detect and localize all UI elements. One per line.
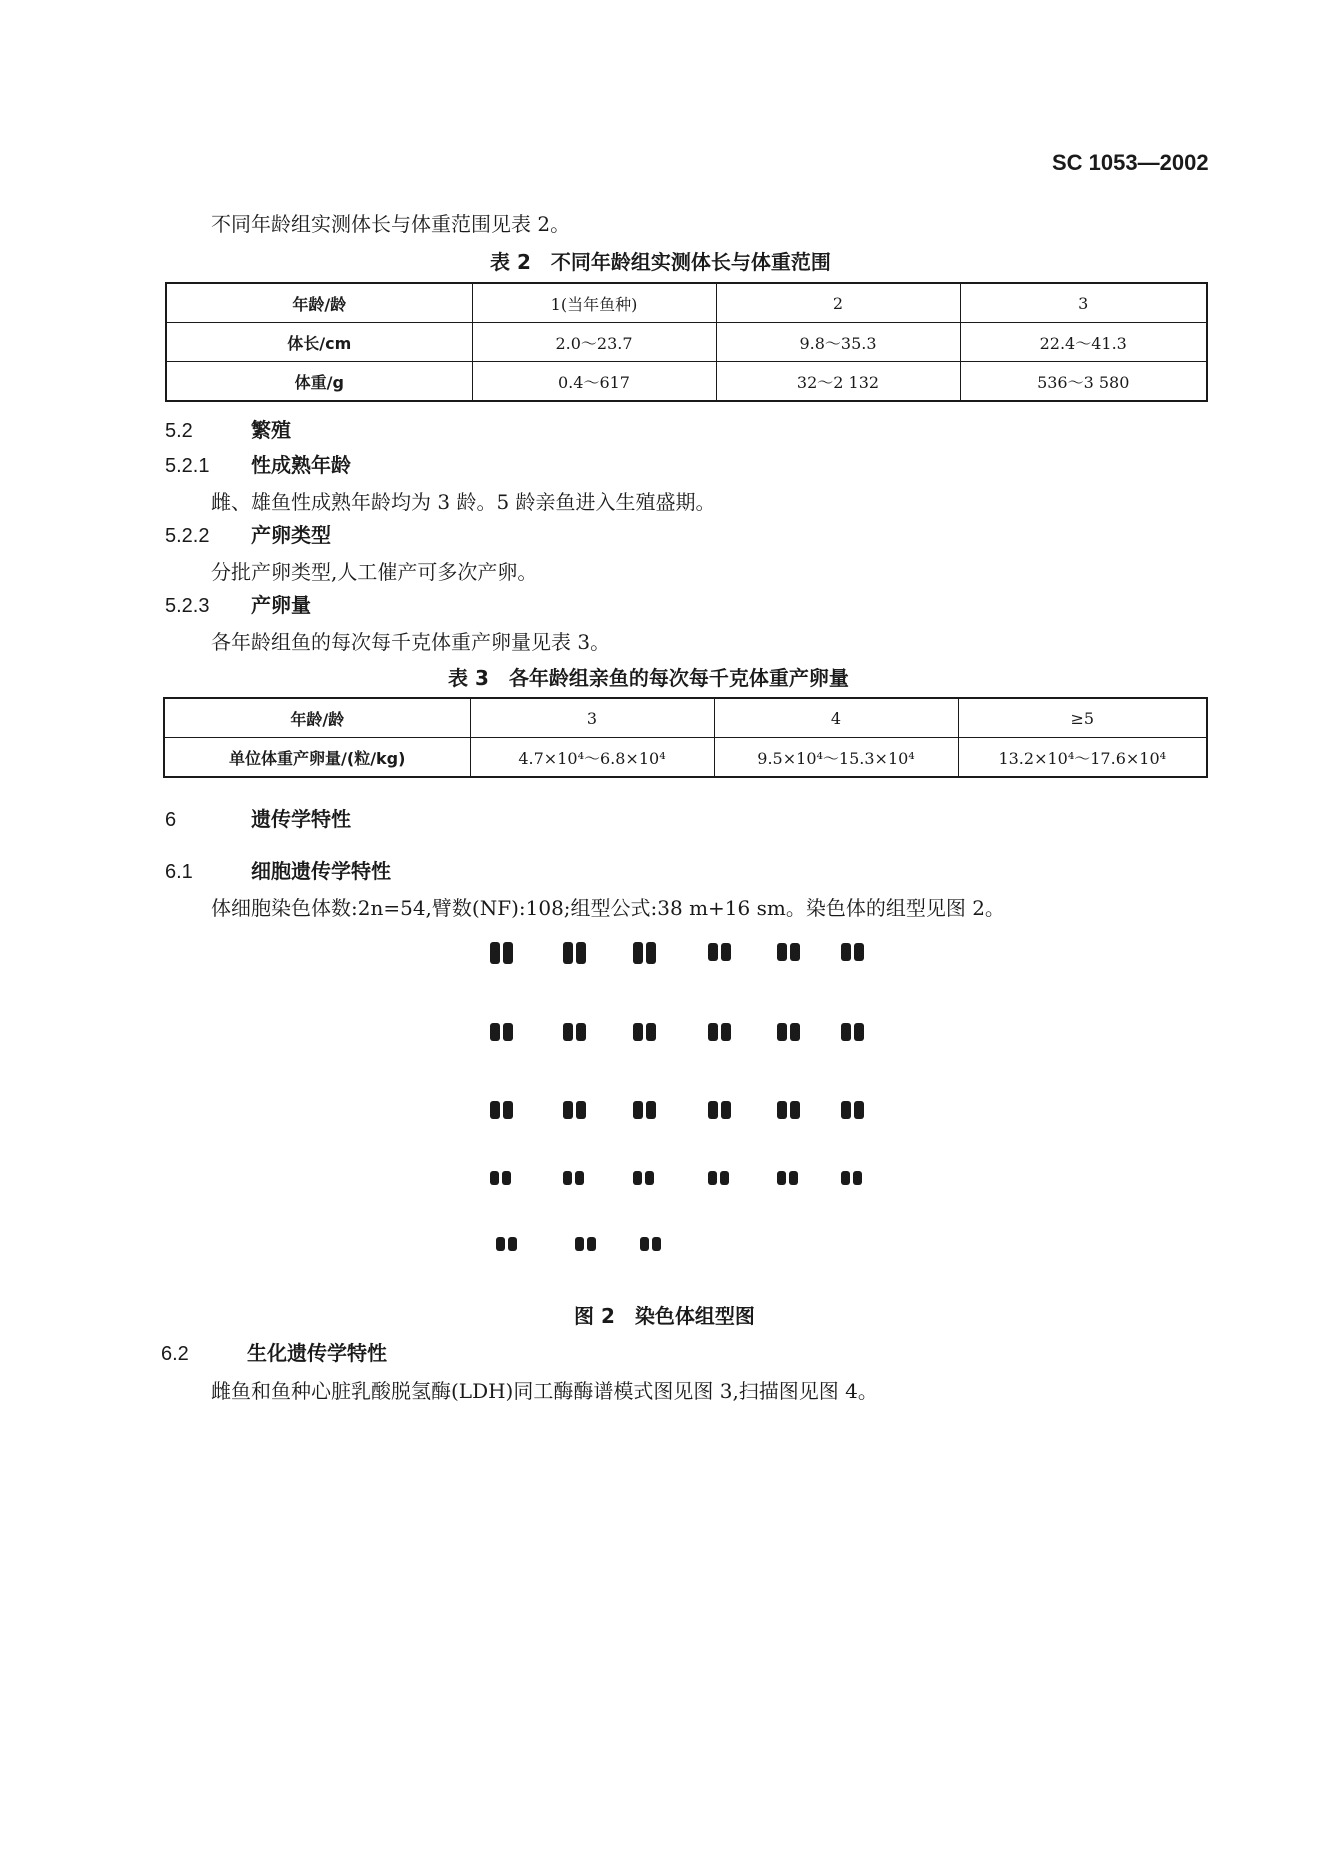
section-title: 产卵量 <box>251 593 311 617</box>
section-title: 繁殖 <box>251 418 291 442</box>
section-5-2-3-text: 各年龄组鱼的每次每千克体重产卵量见表 3。 <box>211 630 611 654</box>
table-header-cell: 3 <box>960 283 1207 323</box>
section-5-2-3 <box>165 589 311 618</box>
table3 <box>163 697 1208 778</box>
table-cell: 0.4～617 <box>472 362 716 402</box>
section-6-2 <box>161 1337 387 1366</box>
table-cell: 体重/g <box>166 362 472 402</box>
table-cell: 536～3 580 <box>960 362 1207 402</box>
chromosome-pair <box>575 1232 599 1258</box>
table-cell: 9.8～35.3 <box>716 323 960 362</box>
chromosome-pair <box>563 942 589 968</box>
table-row <box>164 738 1207 778</box>
chromosome-pair <box>777 1022 803 1048</box>
chromosome-pair <box>490 1166 514 1192</box>
section-title: 产卵类型 <box>251 523 331 547</box>
table2 <box>165 282 1208 402</box>
table2-caption: 表 2 不同年龄组实测体长与体重范围 <box>490 250 831 274</box>
section-5-2-1 <box>165 449 351 478</box>
table-cell: 9.5×10⁴～15.3×10⁴ <box>714 738 958 778</box>
table-cell: 体长/cm <box>166 323 472 362</box>
section-title: 遗传学特性 <box>251 807 351 831</box>
table-cell: 2.0～23.7 <box>472 323 716 362</box>
section-number: 5.2.1 <box>165 455 210 477</box>
chromosome-pair <box>633 1100 659 1126</box>
section-number: 5.2.2 <box>165 525 210 547</box>
section-number: 6.1 <box>165 861 193 883</box>
section-number: 6.2 <box>161 1343 189 1365</box>
standard-code: SC 1053—2002 <box>1052 150 1209 175</box>
chromosome-pair <box>841 1100 867 1126</box>
section-title: 性成熟年龄 <box>251 453 351 477</box>
section-5-2-2 <box>165 519 331 548</box>
table2-intro: 不同年龄组实测体长与体重范围见表 2。 <box>211 212 571 236</box>
chromosome-pair <box>708 1166 732 1192</box>
table-header-cell: 4 <box>714 698 958 738</box>
section-5-2 <box>165 414 291 443</box>
chromosome-pair <box>708 1100 734 1126</box>
chromosome-pair <box>777 942 803 968</box>
table-cell: 22.4～41.3 <box>960 323 1207 362</box>
section-title: 生化遗传学特性 <box>247 1341 387 1365</box>
chromosome-pair <box>777 1100 803 1126</box>
table-header-cell: 1(当年鱼种) <box>472 283 716 323</box>
karyotype-figure <box>470 930 890 1270</box>
chromosome-pair <box>563 1166 587 1192</box>
chromosome-pair <box>490 1100 516 1126</box>
table-header-row <box>166 283 1207 323</box>
table-header-cell: ≥5 <box>958 698 1207 738</box>
table-row <box>166 323 1207 362</box>
section-6-2-text: 雌鱼和鱼种心脏乳酸脱氢酶(LDH)同工酶酶谱模式图见图 3,扫描图见图 4。 <box>211 1379 878 1403</box>
chromosome-pair <box>633 1022 659 1048</box>
chromosome-pair <box>496 1232 520 1258</box>
table-header-cell: 3 <box>470 698 714 738</box>
chromosome-pair <box>841 1166 865 1192</box>
section-6-1-text: 体细胞染色体数:2n=54,臂数(NF):108;组型公式:38 m+16 sm。染色体的组型见图 2。 <box>211 896 1005 920</box>
chromosome-pair <box>777 1166 801 1192</box>
figure2-caption: 图 2 染色体组型图 <box>574 1304 755 1328</box>
chromosome-pair <box>633 942 659 968</box>
table-cell: 4.7×10⁴～6.8×10⁴ <box>470 738 714 778</box>
section-5-2-2-text: 分批产卵类型,人工催产可多次产卵。 <box>211 560 538 584</box>
chromosome-pair <box>490 1022 516 1048</box>
table-row <box>166 362 1207 402</box>
table-header-cell: 2 <box>716 283 960 323</box>
table3-caption: 表 3 各年龄组亲鱼的每次每千克体重产卵量 <box>448 666 849 690</box>
chromosome-pair <box>490 942 516 968</box>
chromosome-pair <box>841 1022 867 1048</box>
table-header-cell: 年龄/龄 <box>164 698 470 738</box>
table-header-row <box>164 698 1207 738</box>
table-cell: 13.2×10⁴～17.6×10⁴ <box>958 738 1207 778</box>
table-cell: 32～2 132 <box>716 362 960 402</box>
chromosome-pair <box>841 942 867 968</box>
section-5-2-1-text: 雌、雄鱼性成熟年龄均为 3 龄。5 龄亲鱼进入生殖盛期。 <box>211 490 716 514</box>
chromosome-pair <box>563 1100 589 1126</box>
section-6-1 <box>165 855 391 884</box>
chromosome-pair <box>708 942 734 968</box>
section-number: 5.2 <box>165 420 193 442</box>
table-header-cell: 年龄/龄 <box>166 283 472 323</box>
section-title: 细胞遗传学特性 <box>251 859 391 883</box>
chromosome-pair <box>633 1166 657 1192</box>
chromosome-pair <box>640 1232 664 1258</box>
section-number: 6 <box>165 809 177 831</box>
chromosome-pair <box>708 1022 734 1048</box>
section-6 <box>165 803 351 832</box>
section-number: 5.2.3 <box>165 595 210 617</box>
table-cell: 单位体重产卵量/(粒/kg) <box>164 738 470 778</box>
chromosome-pair <box>563 1022 589 1048</box>
